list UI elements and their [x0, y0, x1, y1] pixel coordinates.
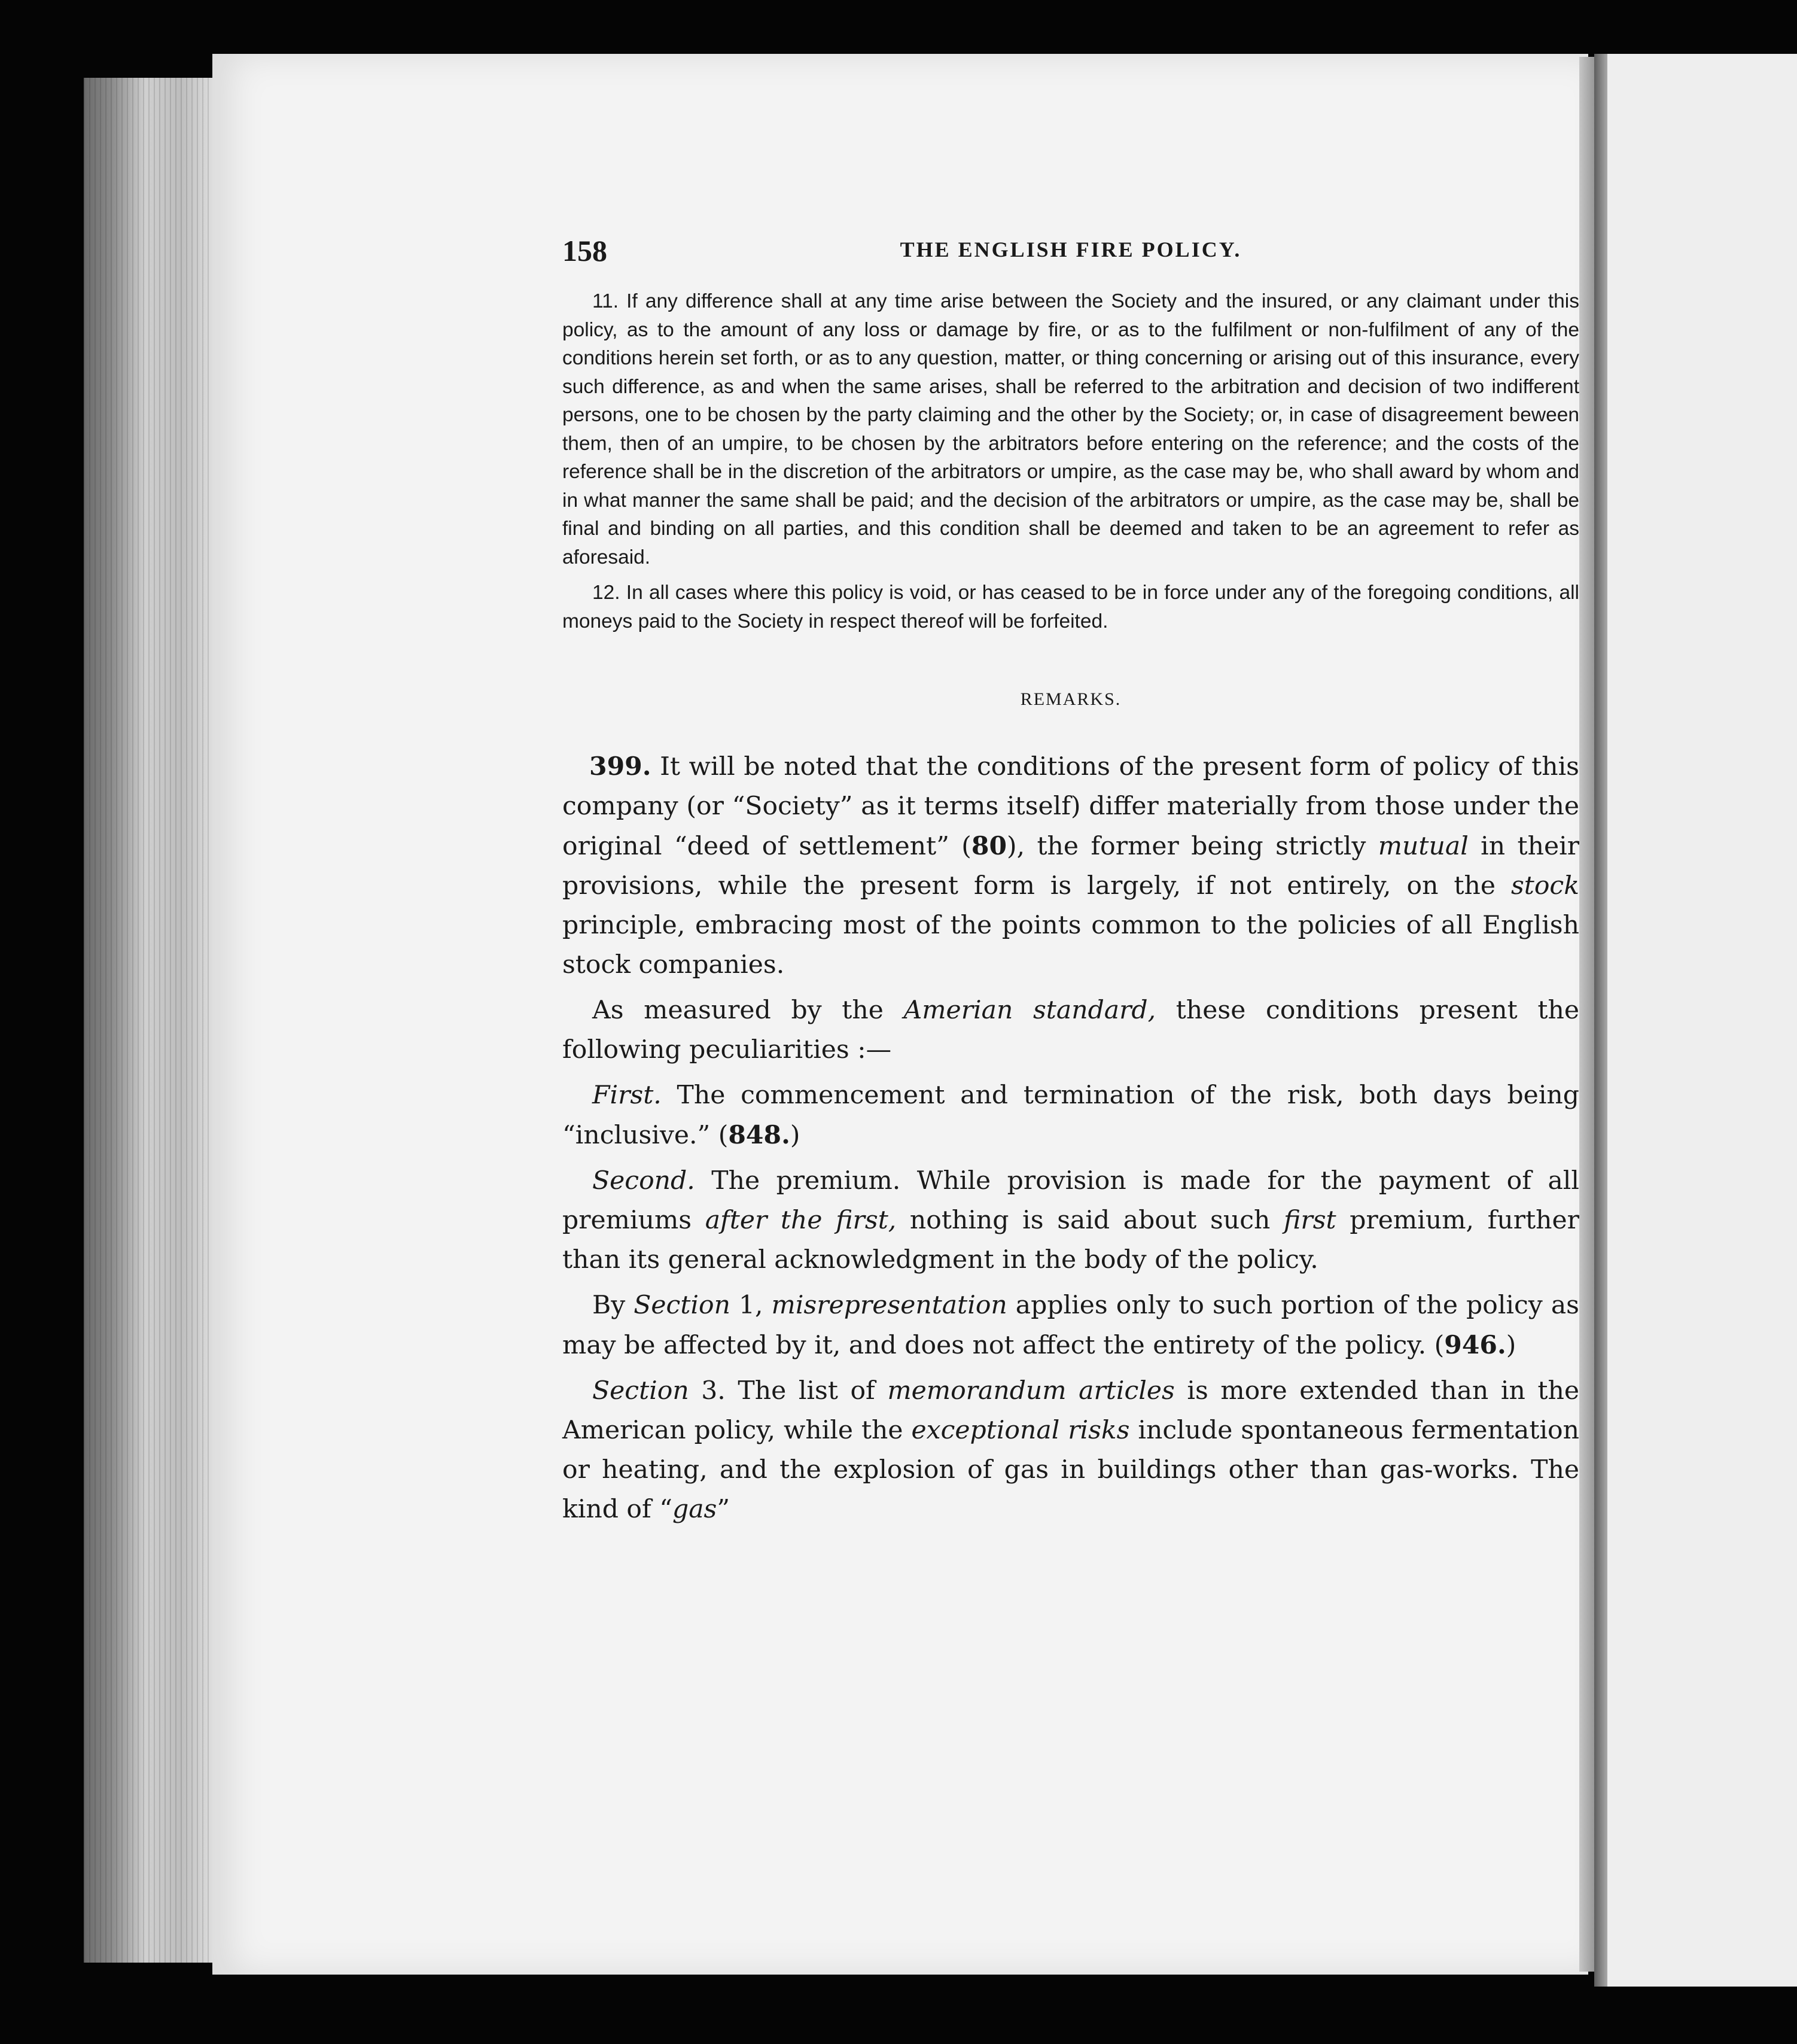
cross-reference: 80 — [971, 831, 1007, 861]
page-number: 158 — [562, 234, 607, 267]
paragraph-399 — [562, 747, 1579, 985]
text: include spontaneous fermentation or heating, and the explosion of gas in buildings other than gas-works. The kind of “ — [562, 1416, 1579, 1524]
italic-text: first — [1284, 1206, 1336, 1235]
page-edges — [84, 78, 221, 1963]
text: ) — [790, 1121, 800, 1150]
text: premium, further than its general acknowledgment in the body of the policy. — [562, 1206, 1579, 1275]
text: ), the former being strictly — [1007, 832, 1378, 861]
cross-reference: 848. — [728, 1120, 790, 1150]
paragraph-american-standard — [562, 991, 1579, 1070]
remarks-body — [562, 747, 1579, 1529]
page-content — [562, 233, 1579, 1535]
book-page-stack — [84, 78, 221, 1963]
text: 1, — [730, 1291, 772, 1320]
italic-text: memorandum articles — [887, 1376, 1175, 1406]
text: It will be noted that the conditions of the present form of policy of this company (or “Society” as it terms itself) differ materially from those under the original “deed of settlement” ( — [562, 752, 1579, 861]
remarks-heading: REMARKS. — [1020, 689, 1122, 709]
text: principle, embracing most of the points common to the policies of all English stock companies. — [562, 911, 1579, 980]
text: 3. The list of — [689, 1376, 888, 1406]
facing-page — [1594, 54, 1797, 1987]
text: applies only to such portion of the policy as may be affected by it, and does not affect the entirety of the policy. ( — [562, 1291, 1579, 1360]
italic-text: stock — [1510, 871, 1579, 901]
paragraph-section-3 — [562, 1371, 1579, 1529]
running-title: THE ENGLISH FIRE POLICY. — [900, 238, 1242, 261]
text: is more extended than in the American policy, while the — [562, 1376, 1580, 1445]
text: The commencement and termination of the risk, both days being “inclusive.” ( — [562, 1081, 1579, 1150]
italic-text: Section — [633, 1291, 730, 1320]
italic-text: after the first, — [705, 1206, 897, 1235]
text: ) — [1506, 1331, 1516, 1360]
cross-reference: 946. — [1444, 1330, 1506, 1360]
paragraph-first — [562, 1076, 1579, 1155]
text: these conditions present the following peculiarities :— — [562, 996, 1579, 1064]
condition-11: 11. If any difference shall at any time arise between the Society and the insured, or any claimant under this policy, as to the amount of any loss or damage by fire, or as to the fulfilment or non-fulfilment of any of the conditions herein set forth, or as to any question, matter, or thing concerning or arising out of this insurance, every such difference, as and when the same arises, shall be referred to the arbitration and decision of two indifferent persons, one to be chosen by the party claiming and the other by the Society; or, in case of disagreement beween them, then of an umpire, to be chosen by the arbitrators before entering on the reference; and the costs of the reference shall be in the discretion of the arbitrators or umpire, as the case may be, who shall award by whom and in what manner the same shall be paid; and the decision of the arbitrators or umpire, as the case may be, shall be final and binding on all parties, and this condition shall be deemed and taken to be an agreement to refer as aforesaid. — [562, 290, 1579, 568]
text: The premium. While provision is made for the payment of all premiums — [562, 1166, 1579, 1235]
gutter-shadow — [1594, 54, 1607, 1987]
condition-12: 12. In all cases where this policy is void, or has ceased to be in force under any of the foregoing conditions, all moneys paid to the Society in respect thereof will be forfeited. — [562, 582, 1579, 632]
italic-text: misrepresentation — [771, 1291, 1007, 1320]
italic-text: exceptional risks — [911, 1416, 1130, 1445]
italic-text: First. — [592, 1081, 662, 1110]
italic-text: Section — [592, 1376, 689, 1406]
text: By — [592, 1291, 634, 1320]
text: in their provisions, while the present form is largely, if not entirely, on the — [562, 832, 1580, 901]
paragraph-section-1 — [562, 1286, 1579, 1365]
italic-text: gas — [672, 1495, 717, 1524]
italic-text: Second. — [592, 1166, 695, 1196]
book-page — [212, 54, 1588, 1975]
italic-text: Amerian standard, — [903, 996, 1156, 1025]
policy-conditions — [562, 287, 1579, 635]
running-head — [562, 233, 1579, 287]
text: nothing is said about such — [896, 1206, 1284, 1235]
text: ” — [717, 1495, 730, 1524]
paragraph-second — [562, 1161, 1579, 1280]
text: As measured by the — [592, 996, 904, 1025]
section-number: 399. — [589, 752, 651, 781]
italic-text: mutual — [1378, 832, 1469, 861]
